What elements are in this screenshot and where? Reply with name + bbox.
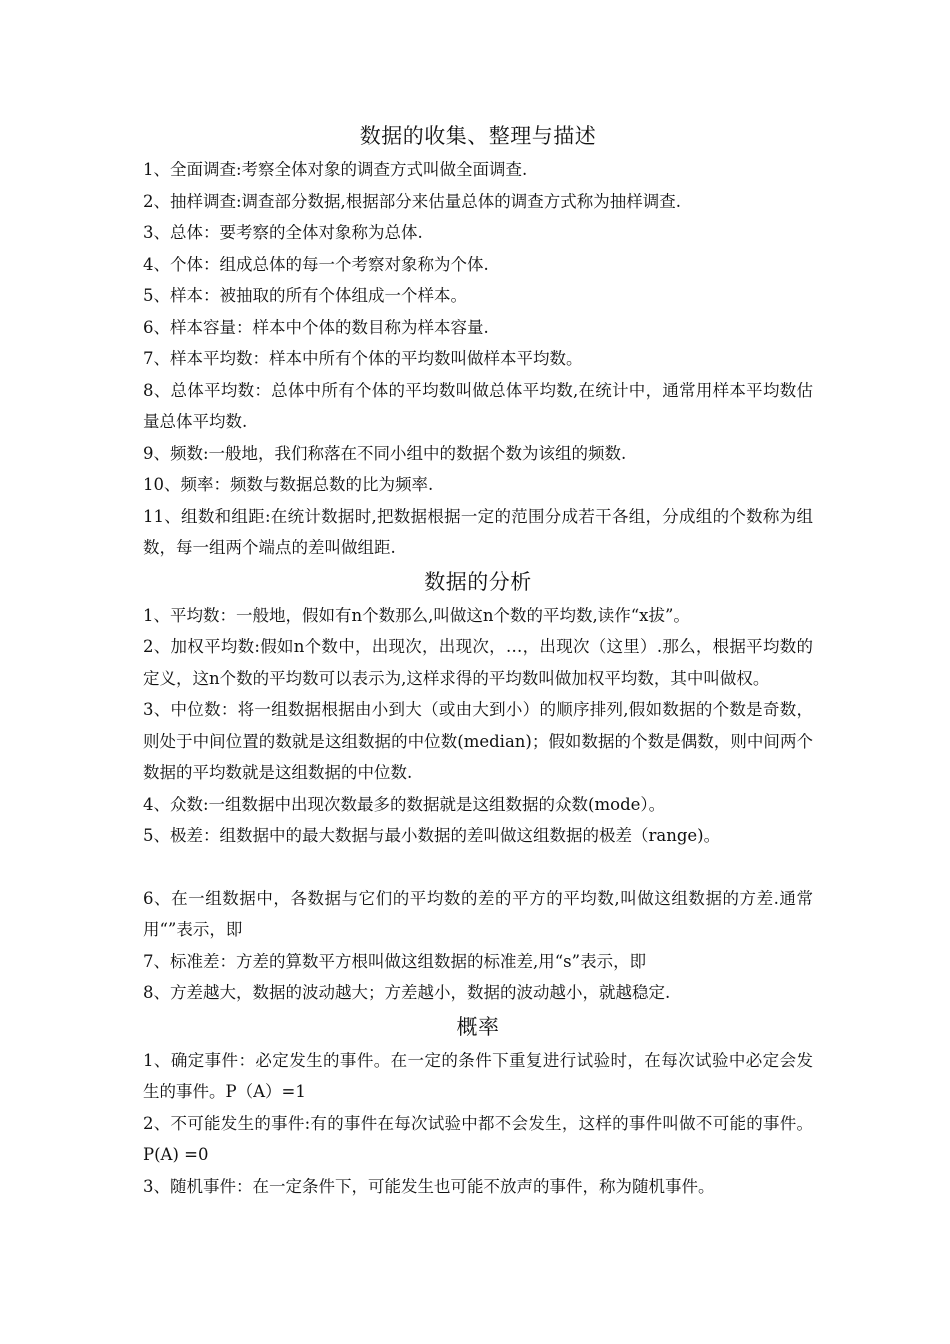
list-item: 4、个体：组成总体的每一个考察对象称为个体. — [143, 254, 489, 274]
list-item: 7、标准差：方差的算数平方根叫做这组数据的标准差,用“s”表示，即 — [143, 951, 647, 971]
list-item: 1、平均数：一般地，假如有n个数那么,叫做这n个数的平均数,读作“x拔”。 — [143, 605, 690, 625]
list-item: 8、方差越大，数据的波动越大；方差越小，数据的波动越小，就越稳定. — [143, 983, 671, 1002]
list-item: 5、极差：组数据中的最大数据与最小数据的差叫做这组数据的极差（range)。 — [143, 826, 721, 845]
list-item: 3、中位数：将一组数据根据由小到大（或由大到小）的顺序排列,假如数据的个数是奇数，则处于中间位置的数就是这组数据的中位数(median)；假如数据的个数是偶数，则中间两个数据的平均数就是这组数据的中位数. — [143, 700, 813, 782]
list-item: 2、不可能发生的事件:有的事件在每次试验中都不会发生，这样的事件叫做不可能的事件。P(A) =0 — [143, 1113, 813, 1164]
list-item: 3、总体：要考察的全体对象称为总体. — [143, 223, 423, 242]
list-item: 10、频率：频数与数据总数的比为频率. — [143, 475, 434, 494]
list-item: 2、抽样调查:调查部分数据,根据部分来估量总体的调查方式称为抽样调查. — [143, 191, 682, 211]
list-item: 9、频数:一般地，我们称落在不同小组中的数据个数为该组的频数. — [143, 443, 627, 463]
list-item: 6、在一组数据中，各数据与它们的平均数的差的平方的平均数,叫做这组数据的方差.通常用“”表示，即 — [143, 888, 813, 939]
list-item: 2、加权平均数:假如n个数中，出现次，出现次，…，出现次（这里）.那么，根据平均数的定义，这n个数的平均数可以表示为,这样求得的平均数叫做加权平均数，其中叫做权。 — [143, 637, 813, 688]
section-title-data-collection: 数据的收集、整理与描述 — [359, 124, 597, 148]
list-item: 4、众数:一组数据中出现次数最多的数据就是这组数据的众数(mode）。 — [143, 794, 666, 814]
document-content — [143, 118, 813, 1202]
list-item: 1、确定事件：必定发生的事件。在一定的条件下重复进行试验时，在每次试验中必定会发生的事件。P（A）=1 — [143, 1050, 813, 1101]
list-item: 6、样本容量：样本中个体的数目称为样本容量. — [143, 317, 489, 337]
blank-line — [143, 852, 813, 883]
list-item: 1、全面调查:考察全体对象的调查方式叫做全面调查. — [143, 160, 528, 179]
list-item: 8、总体平均数：总体中所有个体的平均数叫做总体平均数,在统计中，通常用样本平均数估量总体平均数. — [143, 380, 813, 431]
list-item: 7、样本平均数：样本中所有个体的平均数叫做样本平均数。 — [143, 349, 583, 368]
section-title-data-analysis: 数据的分析 — [424, 569, 532, 594]
section-title-probability: 概率 — [456, 1014, 500, 1039]
list-item: 5、样本：被抽取的所有个体组成一个样本。 — [143, 286, 467, 305]
list-item: 3、随机事件：在一定条件下，可能发生也可能不放声的事件，称为随机事件。 — [143, 1176, 715, 1196]
list-item: 11、组数和组距:在统计数据时,把数据根据一定的范围分成若干各组，分成组的个数称为组数，每一组两个端点的差叫做组距. — [143, 506, 813, 557]
